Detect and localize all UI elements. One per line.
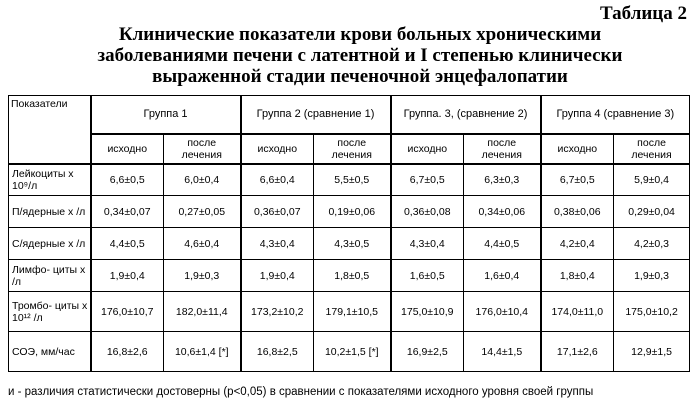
value-cell: 175,0±10,2 xyxy=(614,292,690,332)
value-cell: 14,4±1,5 xyxy=(464,332,541,372)
value-cell: 1,9±0,4 xyxy=(241,260,314,292)
indicator-name-cell: П/ядерные х /л xyxy=(9,196,91,228)
value-cell: 0,19±0,06 xyxy=(314,196,391,228)
value-cell: 4,4±0,5 xyxy=(464,228,541,260)
value-cell: 1,8±0,5 xyxy=(314,260,391,292)
header-indicators: Показатели xyxy=(9,96,91,164)
value-cell: 6,6±0,4 xyxy=(241,164,314,196)
value-cell: 0,36±0,08 xyxy=(391,196,464,228)
value-cell: 1,9±0,4 xyxy=(91,260,164,292)
table-row xyxy=(9,260,690,292)
value-cell: 6,7±0,5 xyxy=(391,164,464,196)
header-after-treatment: после лечения xyxy=(164,134,241,164)
table-row xyxy=(9,332,690,372)
header-after-treatment: после лечения xyxy=(614,134,690,164)
value-cell: 10,2±1,5 [*] xyxy=(314,332,391,372)
table-row xyxy=(9,196,690,228)
value-cell: 6,0±0,4 xyxy=(164,164,241,196)
value-cell: 1,6±0,4 xyxy=(464,260,541,292)
value-cell: 0,34±0,07 xyxy=(91,196,164,228)
value-cell: 4,3±0,4 xyxy=(241,228,314,260)
value-cell: 1,9±0,3 xyxy=(614,260,690,292)
value-cell: 17,1±2,6 xyxy=(541,332,614,372)
title-line: заболеваниями печени с латентной и I степенью клинически xyxy=(97,45,623,66)
header-group-2: Группа 2 (сравнение 1) xyxy=(241,96,391,134)
value-cell: 1,9±0,3 xyxy=(164,260,241,292)
header-baseline: исходно xyxy=(391,134,464,164)
header-baseline: исходно xyxy=(91,134,164,164)
value-cell: 0,34±0,06 xyxy=(464,196,541,228)
value-cell: 16,8±2,5 xyxy=(241,332,314,372)
header-group-3: Группа. 3, (сравнение 2) xyxy=(391,96,541,134)
header-baseline: исходно xyxy=(541,134,614,164)
value-cell: 10,6±1,4 [*] xyxy=(164,332,241,372)
value-cell: 182,0±11,4 xyxy=(164,292,241,332)
value-cell: 5,5±0,5 xyxy=(314,164,391,196)
value-cell: 0,36±0,07 xyxy=(241,196,314,228)
value-cell: 4,3±0,4 xyxy=(391,228,464,260)
blood-indicators-table xyxy=(8,95,690,372)
table-title xyxy=(60,24,660,87)
value-cell: 5,9±0,4 xyxy=(614,164,690,196)
header-group-4: Группа 4 (сравнение 3) xyxy=(541,96,690,134)
value-cell: 16,8±2,6 xyxy=(91,332,164,372)
indicator-name-cell: Лейкоциты х 10⁹/л xyxy=(9,164,91,196)
value-cell: 4,3±0,5 xyxy=(314,228,391,260)
table-row xyxy=(9,228,690,260)
value-cell: 0,29±0,04 xyxy=(614,196,690,228)
table-row xyxy=(9,292,690,332)
indicator-name-cell: Лимфо- циты х /л xyxy=(9,260,91,292)
header-baseline: исходно xyxy=(241,134,314,164)
value-cell: 4,2±0,4 xyxy=(541,228,614,260)
value-cell: 176,0±10,4 xyxy=(464,292,541,332)
value-cell: 1,6±0,5 xyxy=(391,260,464,292)
value-cell: 6,6±0,5 xyxy=(91,164,164,196)
value-cell: 16,9±2,5 xyxy=(391,332,464,372)
header-group-1: Группа 1 xyxy=(91,96,241,134)
header-row-groups xyxy=(9,96,690,134)
table-number-label: Таблица 2 xyxy=(599,3,687,24)
value-cell: 6,3±0,3 xyxy=(464,164,541,196)
value-cell: 0,38±0,06 xyxy=(541,196,614,228)
header-row-periods xyxy=(9,134,690,164)
indicator-name-cell: С/ядерные х /л xyxy=(9,228,91,260)
value-cell: 1,8±0,4 xyxy=(541,260,614,292)
title-line: Клинические показатели крови больных хроническими xyxy=(118,24,602,45)
header-after-treatment: после лечения xyxy=(314,134,391,164)
value-cell: 12,9±1,5 xyxy=(614,332,690,372)
title-line: выраженной стадии печеночной энцефалопатии xyxy=(152,66,568,87)
value-cell: 6,7±0,5 xyxy=(541,164,614,196)
value-cell: 4,6±0,4 xyxy=(164,228,241,260)
value-cell: 175,0±10,9 xyxy=(391,292,464,332)
value-cell: 4,2±0,3 xyxy=(614,228,690,260)
value-cell: 174,0±11,0 xyxy=(541,292,614,332)
header-after-treatment: после лечения xyxy=(464,134,541,164)
indicator-name-cell: Тромбо- циты х 10¹² /л xyxy=(9,292,91,332)
value-cell: 0,27±0,05 xyxy=(164,196,241,228)
table-row xyxy=(9,164,690,196)
value-cell: 173,2±10,2 xyxy=(241,292,314,332)
value-cell: 176,0±10,7 xyxy=(91,292,164,332)
value-cell: 179,1±10,5 xyxy=(314,292,391,332)
indicator-name-cell: СОЭ, мм/час xyxy=(9,332,91,372)
value-cell: 4,4±0,5 xyxy=(91,228,164,260)
footnote: и - различия статистически достоверны (р<0,05) в сравнении с показателями исходного уровня своей группы xyxy=(8,386,594,398)
